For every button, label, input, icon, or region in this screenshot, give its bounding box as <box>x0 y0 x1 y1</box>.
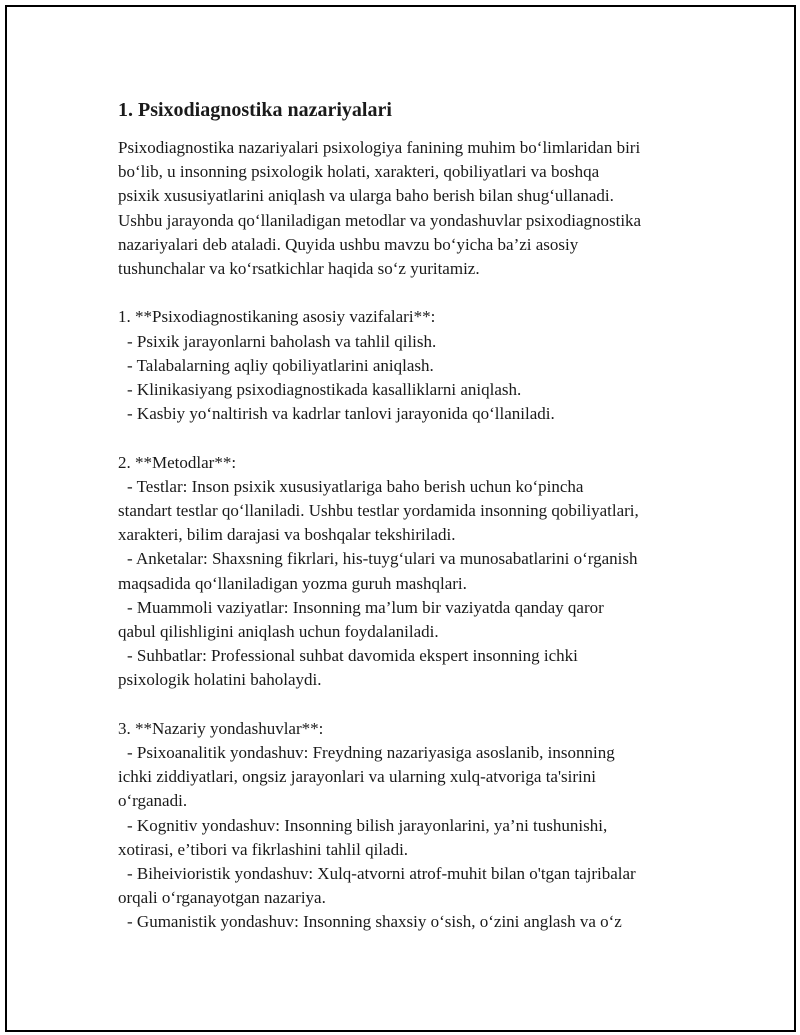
section-heading: 2. **Metodlar**: <box>118 452 237 472</box>
paragraph-gap <box>118 693 698 717</box>
list-item: - Anketalar: Shaxsning fikrlari, his-tuyg‘ulari va munosabatlarini o‘rganish <box>127 549 638 569</box>
section-methods <box>118 451 698 693</box>
list-item-continuation: orqali o‘rganayotgan nazariya. <box>118 888 326 908</box>
list-item: - Psixik jarayonlarni baholash va tahlil qilish. <box>127 331 437 351</box>
paragraph-gap <box>118 281 698 305</box>
intro-line: Ushbu jarayonda qo‘llaniladigan metodlar va yondashuvlar psixodiagnostika <box>118 210 642 230</box>
list-item-continuation: o‘rganadi. <box>118 791 188 811</box>
list-item-continuation: ichki ziddiyatlari, ongsiz jarayonlari va ularning xulq-atvoriga ta'sirini <box>118 767 596 787</box>
list-item: - Suhbatlar: Professional suhbat davomida ekspert insonning ichki <box>127 646 578 666</box>
list-item-continuation: maqsadida qo‘llaniladigan yozma guruh mashqlari. <box>118 573 467 593</box>
list-item: - Kognitiv yondashuv: Insonning bilish jarayonlarini, ya’ni tushunishi, <box>127 815 608 835</box>
list-item-continuation: xotirasi, e’tibori va fikrlashini tahlil qiladi. <box>118 839 409 859</box>
intro-line: bo‘lib, u insonning psixologik holati, xarakteri, qobiliyatlari va boshqa <box>118 162 600 182</box>
list-item: - Muammoli vaziyatlar: Insonning ma’lum bir vaziyatda qanday qaror <box>127 597 604 617</box>
list-item-continuation: qabul qilishligini aniqlash uchun foydalaniladi. <box>118 622 439 642</box>
list-item: - Biheivioristik yondashuv: Xulq-atvorni atrof-muhit bilan o'tgan tajribalar <box>127 864 636 884</box>
page-frame <box>5 5 796 1032</box>
list-item: - Gumanistik yondashuv: Insonning shaxsiy o‘sish, o‘zini anglash va o‘z <box>127 912 622 932</box>
section-tasks <box>118 305 698 426</box>
list-item: - Kasbiy yo‘naltirish va kadrlar tanlovi jarayonida qo‘llaniladi. <box>127 404 555 424</box>
list-item-continuation: standart testlar qo‘llaniladi. Ushbu testlar yordamida insonning qobiliyatlari, <box>118 501 639 521</box>
intro-line: Psixodiagnostika nazariyalari psixologiya fanining muhim bo‘limlaridan biri <box>118 138 641 157</box>
list-item: - Testlar: Inson psixik xususiyatlariga baho berish uchun ko‘pincha <box>127 476 584 496</box>
paragraph-gap <box>118 426 698 450</box>
section-heading: 1. **Psixodiagnostikaning asosiy vazifalari**: <box>118 307 436 327</box>
intro-line: psixik xususiyatlarini aniqlash va ularga baho berish bilan shug‘ullanadi. <box>118 186 614 206</box>
section-heading: 3. **Nazariy yondashuvlar**: <box>118 718 324 738</box>
list-item: - Klinikasiyang psixodiagnostikada kasalliklarni aniqlash. <box>127 380 522 400</box>
intro-line: tushunchalar va ko‘rsatkichlar haqida so‘z yuritamiz. <box>118 259 480 279</box>
document-body <box>118 97 698 935</box>
intro-paragraph <box>118 136 698 281</box>
section-approaches <box>118 717 698 935</box>
list-item-continuation: psixologik holatini baholaydi. <box>118 670 322 690</box>
document-title: 1. Psixodiagnostika nazariyalari <box>118 99 392 121</box>
list-item: - Psixoanalitik yondashuv: Freydning nazariyasiga asoslanib, insonning <box>127 743 615 763</box>
list-item-continuation: xarakteri, bilim darajasi va boshqalar tekshiriladi. <box>118 525 456 545</box>
intro-line: nazariyalari deb ataladi. Quyida ushbu mavzu bo‘yicha ba’zi asosiy <box>118 234 579 254</box>
list-item: - Talabalarning aqliy qobiliyatlarini aniqlash. <box>127 355 434 375</box>
